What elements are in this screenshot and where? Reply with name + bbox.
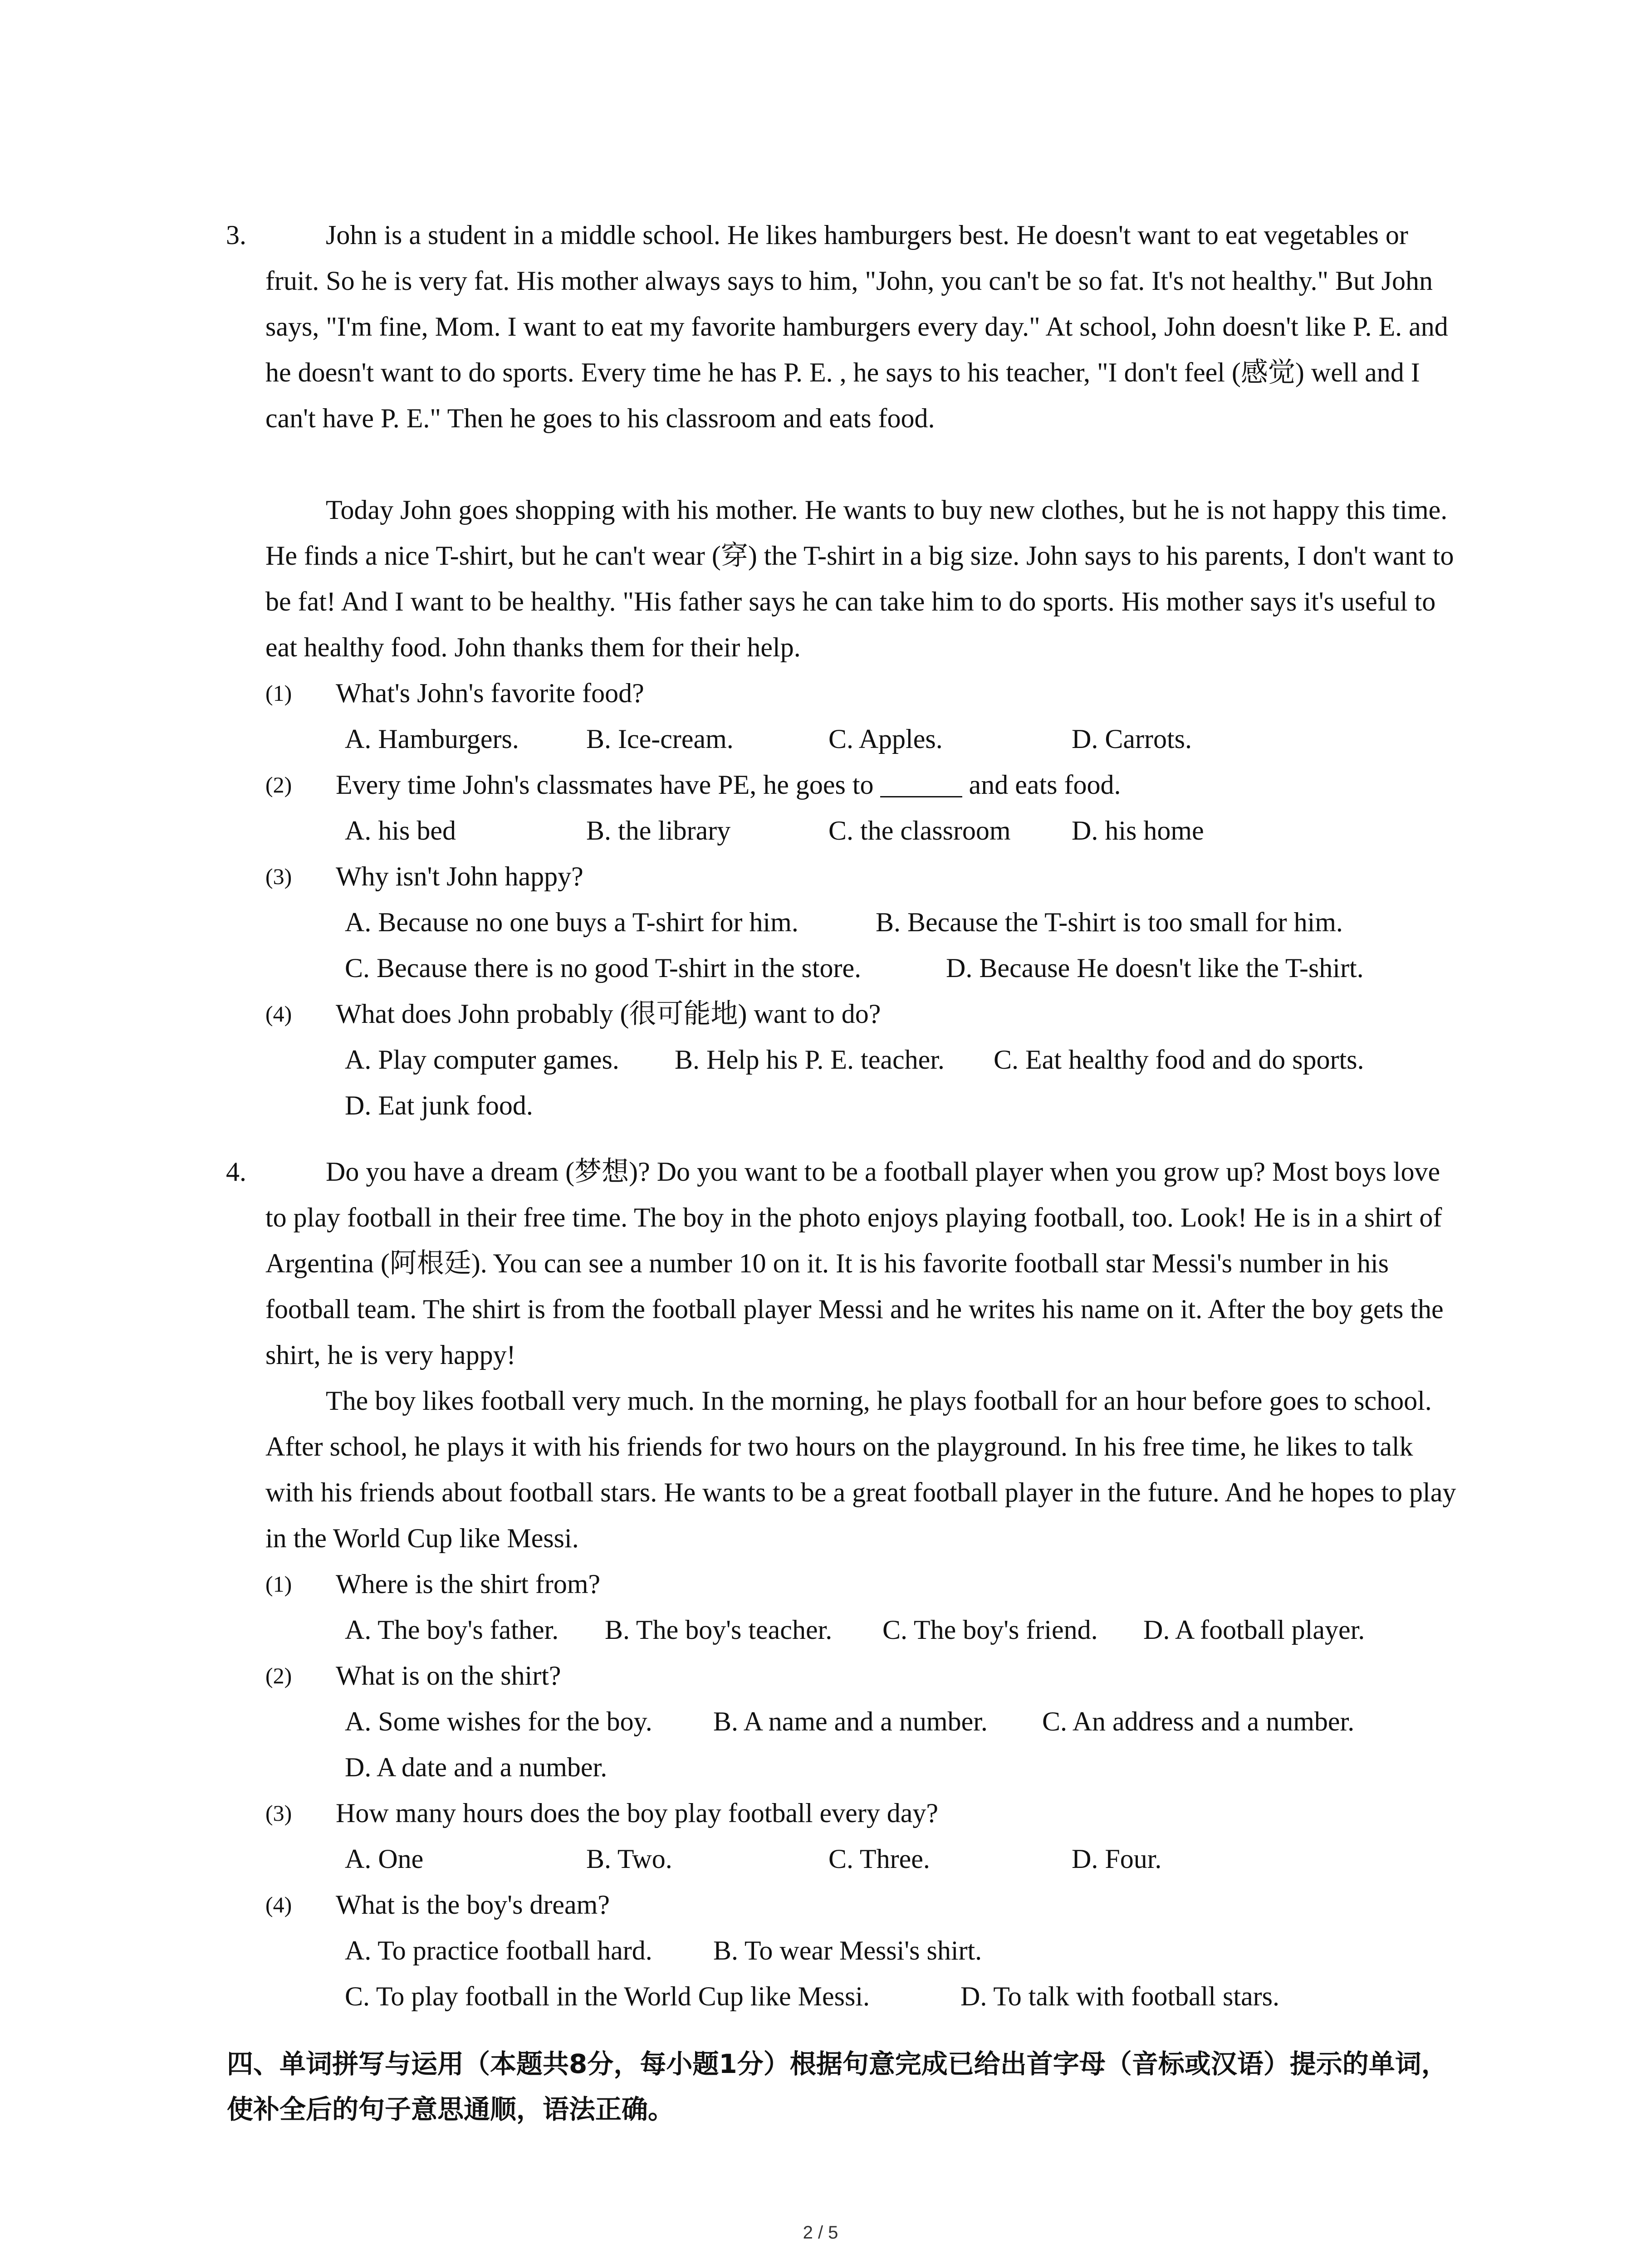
q3-sub-3-option-d[interactable]: D. Because He doesn't like the T-shirt. (946, 953, 1364, 983)
question-3-paragraph-1: John is a student in a middle school. He likes hamburgers best. He doesn't want to eat vegetables or fruit. So he is very fat. His mother always says to him, "John, you can't be so fat. It's not healthy." But John says, "I'm fine, Mom. I want to eat my favorite hamburgers every day." At school, John doesn't like P. E. and he doesn't want to do sports. Every time he has P. E. , he says to his teacher, "I don't feel (感觉) well and I can't have P. E." Then he goes to his classroom and eats food. (265, 220, 1448, 433)
question-4-number: 4. (226, 1157, 246, 1187)
q3-sub-3-option-c[interactable]: C. Because there is no good T-shirt in the store. (345, 953, 862, 983)
q3-sub-4-option-a[interactable]: A. Play computer games. (345, 1045, 619, 1075)
question-3-paragraph-2: Today John goes shopping with his mother. He wants to buy new clothes, but he is not happy this time. He finds a nice T-shirt, but he can't wear (穿) the T-shirt in a big size. John says to his parents, I don't want to be fat! And I want to be healthy. "His father says he can take him to do sports. His mother says it's useful to eat healthy food. John thanks them for their help. (265, 495, 1454, 662)
q4-sub-1-question: Where is the shirt from? (336, 1569, 601, 1599)
q3-sub-2-option-c[interactable]: C. the classroom (828, 816, 1011, 846)
q4-sub-2-option-d[interactable]: D. A date and a number. (345, 1752, 607, 1782)
q4-sub-1-option-c[interactable]: C. The boy's friend. (882, 1615, 1098, 1645)
q3-sub-4-option-b[interactable]: B. Help his P. E. teacher. (675, 1045, 945, 1075)
q3-sub-4-question: What does John probably (很可能地) want to do? (336, 999, 881, 1029)
q4-sub-1-option-a[interactable]: A. The boy's father. (345, 1615, 559, 1645)
q3-sub-1-number: (1) (265, 680, 292, 706)
q3-sub-1-option-d[interactable]: D. Carrots. (1072, 724, 1192, 754)
q4-sub-2-question: What is on the shirt? (336, 1661, 561, 1691)
q4-sub-2-option-c[interactable]: C. An address and a number. (1042, 1706, 1355, 1736)
q4-sub-1-option-b[interactable]: B. The boy's teacher. (605, 1615, 833, 1645)
q3-sub-2-option-b[interactable]: B. the library (586, 816, 731, 846)
q4-sub-1-number: (1) (265, 1571, 292, 1597)
section-4-heading: 四、单词拼写与运用（本题共8分，每小题1分）根据句意完成已给出首字母（音标或汉语）提示的单词，使补全后的句子意思通顺，语法正确。 (227, 2048, 1448, 2125)
q4-sub-3-option-a[interactable]: A. One (345, 1844, 424, 1874)
q3-sub-2-option-d[interactable]: D. his home (1072, 816, 1204, 846)
q3-sub-2-option-a[interactable]: A. his bed (345, 816, 456, 846)
q3-sub-4-option-c[interactable]: C. Eat healthy food and do sports. (994, 1045, 1364, 1075)
q4-sub-2-option-a[interactable]: A. Some wishes for the boy. (345, 1706, 652, 1736)
q4-sub-1-option-d[interactable]: D. A football player. (1143, 1615, 1365, 1645)
q4-sub-2-option-b[interactable]: B. A name and a number. (713, 1706, 988, 1736)
q4-sub-4-option-b[interactable]: B. To wear Messi's shirt. (713, 1936, 982, 1965)
q3-sub-3-number: (3) (265, 864, 292, 889)
q3-sub-1-question: What's John's favorite food? (336, 678, 644, 708)
q4-sub-4-option-d[interactable]: D. To talk with football stars. (960, 1981, 1279, 2011)
q4-sub-4-number: (4) (265, 1892, 292, 1917)
q3-sub-3-option-a[interactable]: A. Because no one buys a T-shirt for him. (345, 907, 798, 937)
q3-sub-4-number: (4) (265, 1001, 292, 1026)
q4-sub-3-option-b[interactable]: B. Two. (586, 1844, 672, 1874)
q4-sub-4-option-a[interactable]: A. To practice football hard. (345, 1936, 652, 1965)
question-3-number: 3. (226, 220, 246, 250)
q3-sub-3-option-b[interactable]: B. Because the T-shirt is too small for him. (876, 907, 1343, 937)
q4-sub-3-question: How many hours does the boy play football every day? (336, 1798, 938, 1828)
q3-sub-3-question: Why isn't John happy? (336, 861, 583, 891)
q3-sub-2-number: (2) (265, 772, 292, 797)
question-4-paragraph-1: Do you have a dream (梦想)? Do you want to be a football player when you grow up? Most boys love to play football in their free time. The boy in the photo enjoys playing football, too. Look! He is in a shirt of Argentina (阿根廷). You can see a number 10 on it. It is his favorite football star Messi's number in his football team. The shirt is from the football player Messi and he writes his name on it. After the boy gets the shirt, he is very happy! (265, 1157, 1444, 1370)
q4-sub-3-number: (3) (265, 1800, 292, 1826)
q3-sub-1-option-c[interactable]: C. Apples. (828, 724, 943, 754)
q3-sub-1-option-a[interactable]: A. Hamburgers. (345, 724, 519, 754)
page-number: 2 / 5 (803, 2223, 838, 2243)
q4-sub-3-option-c[interactable]: C. Three. (828, 1844, 930, 1874)
q3-sub-1-option-b[interactable]: B. Ice-cream. (586, 724, 734, 754)
question-4-paragraph-2: The boy likes football very much. In the morning, he plays football for an hour before goes to school. After school, he plays it with his friends for two hours on the playground. In his free time, he likes to talk with his friends about football stars. He wants to be a great football player in the future. And he hopes to play in the World Cup like Messi. (265, 1386, 1456, 1553)
q3-sub-4-option-d[interactable]: D. Eat junk food. (345, 1090, 533, 1120)
q4-sub-3-option-d[interactable]: D. Four. (1072, 1844, 1162, 1874)
q4-sub-4-question: What is the boy's dream? (336, 1890, 610, 1920)
q3-sub-2-question: Every time John's classmates have PE, he goes to ______ and eats food. (336, 770, 1121, 800)
q4-sub-2-number: (2) (265, 1663, 292, 1688)
q4-sub-4-option-c[interactable]: C. To play football in the World Cup like Messi. (345, 1981, 870, 2011)
